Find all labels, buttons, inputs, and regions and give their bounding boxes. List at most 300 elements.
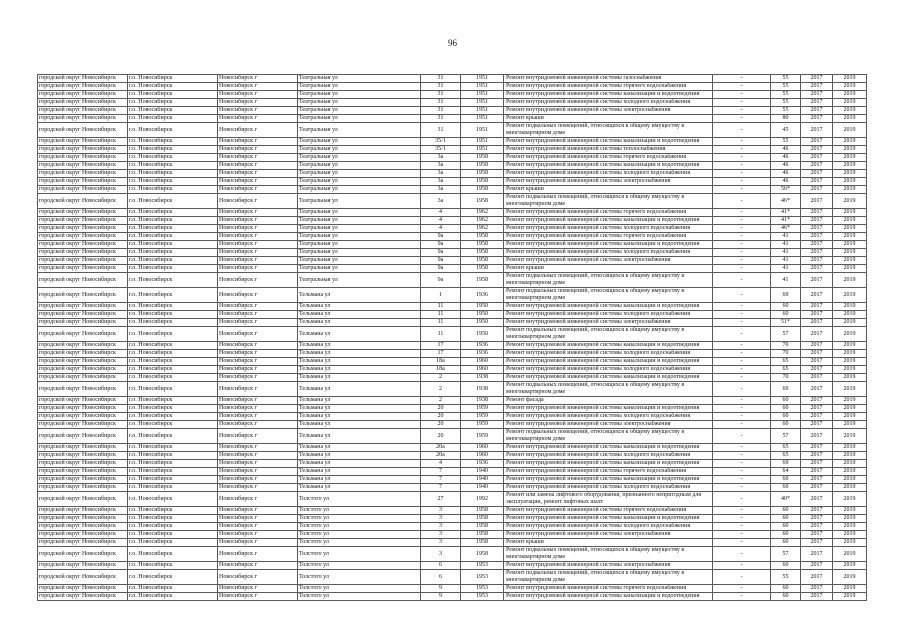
work-type-cell: Ремонт внутридомовой инженерной системы канализации и водоотведения	[504, 162, 713, 170]
street-cell: Толстого ул	[298, 570, 421, 585]
value-cell: 80	[771, 115, 801, 123]
locality-cell: Новосибирск г	[218, 492, 298, 507]
municipality-cell: г.о. Новосибирск	[128, 523, 218, 531]
end-year-cell: 2019	[833, 91, 867, 99]
street-cell: Театральная ул	[298, 249, 421, 257]
end-year-cell: 2019	[833, 374, 867, 382]
end-year-cell: 2019	[833, 397, 867, 405]
work-type-cell: Ремонт внутридомовой инженерной системы горячего водоснабжения	[504, 209, 713, 217]
build-year-cell: 1953	[461, 585, 504, 593]
street-cell: Тельмана ул	[298, 311, 421, 319]
table-row	[38, 358, 867, 366]
mark-cell: -	[713, 547, 771, 562]
municipality-cell: г.о. Новосибирск	[128, 539, 218, 547]
locality-cell: Новосибирск г	[218, 303, 298, 311]
locality-cell: Новосибирск г	[218, 484, 298, 492]
work-type-cell: Ремонт внутридомовой инженерной системы холодного водоснабжения	[504, 452, 713, 460]
municipality-cell: г.о. Новосибирск	[128, 162, 218, 170]
district-cell: городской округ Новосибирск	[38, 476, 128, 484]
build-year-cell: 1958	[461, 273, 504, 288]
table-row	[38, 374, 867, 382]
municipality-cell: г.о. Новосибирск	[128, 138, 218, 146]
value-cell: 69	[771, 382, 801, 397]
municipality-cell: г.о. Новосибирск	[128, 146, 218, 154]
street-cell: Толстого ул	[298, 531, 421, 539]
house-number-cell: 18а	[421, 366, 461, 374]
end-year-cell: 2019	[833, 288, 867, 303]
mark-cell: -	[713, 178, 771, 186]
street-cell: Театральная ул	[298, 75, 421, 83]
end-year-cell: 2019	[833, 249, 867, 257]
start-year-cell: 2017	[801, 107, 833, 115]
street-cell: Тельмана ул	[298, 444, 421, 452]
build-year-cell: 1958	[461, 515, 504, 523]
value-cell: 57	[771, 547, 801, 562]
district-cell: городской округ Новосибирск	[38, 146, 128, 154]
house-number-cell: 1	[421, 288, 461, 303]
work-type-cell: Ремонт внутридомовой инженерной системы канализации и водоотведения	[504, 405, 713, 413]
work-type-cell: Ремонт внутридомовой инженерной системы холодного водоснабжения	[504, 170, 713, 178]
table-row	[38, 138, 867, 146]
start-year-cell: 2017	[801, 366, 833, 374]
table-row	[38, 523, 867, 531]
district-cell: городской округ Новосибирск	[38, 257, 128, 265]
value-cell: 57	[771, 429, 801, 444]
table-row	[38, 146, 867, 154]
municipality-cell: г.о. Новосибирск	[128, 225, 218, 233]
locality-cell: Новосибирск г	[218, 186, 298, 194]
table-row	[38, 257, 867, 265]
end-year-cell: 2019	[833, 209, 867, 217]
district-cell: городской округ Новосибирск	[38, 138, 128, 146]
locality-cell: Новосибирск г	[218, 115, 298, 123]
work-type-cell: Ремонт подвальных помещений, относящихся к общему имуществу в многоквартирном доме	[504, 123, 713, 138]
table-row	[38, 570, 867, 585]
work-type-cell: Ремонт подвальных помещений, относящихся к общему имуществу в многоквартирном доме	[504, 288, 713, 303]
start-year-cell: 2017	[801, 476, 833, 484]
locality-cell: Новосибирск г	[218, 138, 298, 146]
street-cell: Тельмана ул	[298, 288, 421, 303]
municipality-cell: г.о. Новосибирск	[128, 265, 218, 273]
municipality-cell: г.о. Новосибирск	[128, 91, 218, 99]
work-type-cell: Ремонт внутридомовой инженерной системы газоснабжения	[504, 75, 713, 83]
street-cell: Театральная ул	[298, 99, 421, 107]
district-cell: городской округ Новосибирск	[38, 374, 128, 382]
mark-cell: -	[713, 241, 771, 249]
house-number-cell: 4	[421, 209, 461, 217]
municipality-cell: г.о. Новосибирск	[128, 115, 218, 123]
district-cell: городской округ Новосибирск	[38, 83, 128, 91]
house-number-cell: 9а	[421, 241, 461, 249]
end-year-cell: 2019	[833, 233, 867, 241]
locality-cell: Новосибирск г	[218, 241, 298, 249]
build-year-cell: 1992	[461, 492, 504, 507]
municipality-cell: г.о. Новосибирск	[128, 444, 218, 452]
mark-cell: -	[713, 99, 771, 107]
build-year-cell: 1950	[461, 319, 504, 327]
table-row	[38, 476, 867, 484]
table-row	[38, 531, 867, 539]
end-year-cell: 2019	[833, 311, 867, 319]
mark-cell: -	[713, 327, 771, 342]
table-row	[38, 585, 867, 593]
build-year-cell: 1962	[461, 225, 504, 233]
locality-cell: Новосибирск г	[218, 233, 298, 241]
mark-cell: -	[713, 460, 771, 468]
table-row	[38, 225, 867, 233]
build-year-cell: 1936	[461, 342, 504, 350]
value-cell: 60	[771, 476, 801, 484]
mark-cell: -	[713, 138, 771, 146]
start-year-cell: 2017	[801, 342, 833, 350]
end-year-cell: 2019	[833, 366, 867, 374]
build-year-cell: 1938	[461, 382, 504, 397]
start-year-cell: 2017	[801, 515, 833, 523]
table-row	[38, 178, 867, 186]
value-cell: 46*	[771, 194, 801, 209]
locality-cell: Новосибирск г	[218, 374, 298, 382]
locality-cell: Новосибирск г	[218, 413, 298, 421]
start-year-cell: 2017	[801, 257, 833, 265]
table-row	[38, 342, 867, 350]
value-cell: 70	[771, 342, 801, 350]
municipality-cell: г.о. Новосибирск	[128, 452, 218, 460]
table-row	[38, 162, 867, 170]
house-number-cell: 18а	[421, 358, 461, 366]
table-row	[38, 303, 867, 311]
table-row	[38, 468, 867, 476]
mark-cell: -	[713, 273, 771, 288]
value-cell: 41	[771, 273, 801, 288]
build-year-cell: 1951	[461, 99, 504, 107]
mark-cell: -	[713, 342, 771, 350]
value-cell: 57	[771, 327, 801, 342]
table-row	[38, 515, 867, 523]
value-cell: 65	[771, 452, 801, 460]
house-number-cell: 31	[421, 75, 461, 83]
mark-cell: -	[713, 476, 771, 484]
district-cell: городской округ Новосибирск	[38, 507, 128, 515]
mark-cell: -	[713, 507, 771, 515]
build-year-cell: 1951	[461, 91, 504, 99]
end-year-cell: 2019	[833, 531, 867, 539]
municipality-cell: г.о. Новосибирск	[128, 311, 218, 319]
mark-cell: -	[713, 413, 771, 421]
table-row	[38, 319, 867, 327]
end-year-cell: 2019	[833, 562, 867, 570]
start-year-cell: 2017	[801, 358, 833, 366]
build-year-cell: 1958	[461, 154, 504, 162]
district-cell: городской округ Новосибирск	[38, 413, 128, 421]
end-year-cell: 2019	[833, 83, 867, 91]
build-year-cell: 1958	[461, 531, 504, 539]
end-year-cell: 2019	[833, 342, 867, 350]
mark-cell: -	[713, 531, 771, 539]
start-year-cell: 2017	[801, 327, 833, 342]
district-cell: городской округ Новосибирск	[38, 562, 128, 570]
mark-cell: -	[713, 444, 771, 452]
house-number-cell: 35/1	[421, 146, 461, 154]
mark-cell: -	[713, 217, 771, 225]
work-type-cell: Ремонт крыши	[504, 115, 713, 123]
street-cell: Тельмана ул	[298, 484, 421, 492]
work-type-cell: Ремонт внутридомовой инженерной системы горячего водоснабжения	[504, 154, 713, 162]
municipality-cell: г.о. Новосибирск	[128, 531, 218, 539]
value-cell: 69	[771, 460, 801, 468]
mark-cell: -	[713, 405, 771, 413]
table-row	[38, 265, 867, 273]
district-cell: городской округ Новосибирск	[38, 249, 128, 257]
locality-cell: Новосибирск г	[218, 429, 298, 444]
end-year-cell: 2019	[833, 327, 867, 342]
table-row	[38, 107, 867, 115]
municipality-cell: г.о. Новосибирск	[128, 515, 218, 523]
build-year-cell: 1938	[461, 397, 504, 405]
start-year-cell: 2017	[801, 468, 833, 476]
locality-cell: Новосибирск г	[218, 249, 298, 257]
street-cell: Толстого ул	[298, 593, 421, 601]
mark-cell: -	[713, 593, 771, 601]
work-type-cell: Ремонт внутридомовой инженерной системы электроснабжения	[504, 562, 713, 570]
start-year-cell: 2017	[801, 209, 833, 217]
work-type-cell: Ремонт подвальных помещений, относящихся к общему имуществу в многоквартирном доме	[504, 570, 713, 585]
house-number-cell: 20	[421, 405, 461, 413]
value-cell: 41	[771, 257, 801, 265]
district-cell: городской округ Новосибирск	[38, 444, 128, 452]
end-year-cell: 2019	[833, 492, 867, 507]
mark-cell: -	[713, 91, 771, 99]
district-cell: городской округ Новосибирск	[38, 342, 128, 350]
district-cell: городской округ Новосибирск	[38, 186, 128, 194]
value-cell: 69	[771, 288, 801, 303]
house-number-cell: 11	[421, 319, 461, 327]
value-cell: 41	[771, 265, 801, 273]
mark-cell: -	[713, 194, 771, 209]
table-row	[38, 413, 867, 421]
start-year-cell: 2017	[801, 374, 833, 382]
street-cell: Театральная ул	[298, 186, 421, 194]
work-type-cell: Ремонт внутридомовой инженерной системы канализации и водоотведения	[504, 460, 713, 468]
build-year-cell: 1950	[461, 303, 504, 311]
work-type-cell: Ремонт крыши	[504, 539, 713, 547]
value-cell: 60	[771, 531, 801, 539]
value-cell: 70	[771, 374, 801, 382]
start-year-cell: 2017	[801, 217, 833, 225]
table-row	[38, 421, 867, 429]
mark-cell: -	[713, 209, 771, 217]
mark-cell: -	[713, 303, 771, 311]
work-type-cell: Ремонт внутридомовой инженерной системы канализации и водоотведения	[504, 91, 713, 99]
mark-cell: -	[713, 146, 771, 154]
locality-cell: Новосибирск г	[218, 257, 298, 265]
value-cell: 45	[771, 123, 801, 138]
house-number-cell: 7	[421, 484, 461, 492]
district-cell: городской округ Новосибирск	[38, 547, 128, 562]
municipality-cell: г.о. Новосибирск	[128, 99, 218, 107]
locality-cell: Новосибирск г	[218, 273, 298, 288]
work-type-cell: Ремонт внутридомовой инженерной системы холодного водоснабжения	[504, 413, 713, 421]
build-year-cell: 1959	[461, 405, 504, 413]
work-type-cell: Ремонт внутридомовой инженерной системы канализации и водоотведения	[504, 241, 713, 249]
municipality-cell: г.о. Новосибирск	[128, 123, 218, 138]
end-year-cell: 2019	[833, 570, 867, 585]
value-cell: 41	[771, 233, 801, 241]
mark-cell: -	[713, 382, 771, 397]
municipality-cell: г.о. Новосибирск	[128, 350, 218, 358]
start-year-cell: 2017	[801, 123, 833, 138]
district-cell: городской округ Новосибирск	[38, 452, 128, 460]
build-year-cell: 1950	[461, 327, 504, 342]
value-cell: 60	[771, 562, 801, 570]
build-year-cell: 1958	[461, 547, 504, 562]
work-type-cell: Ремонт внутридомовой инженерной системы электроснабжения	[504, 257, 713, 265]
district-cell: городской округ Новосибирск	[38, 319, 128, 327]
district-cell: городской округ Новосибирск	[38, 327, 128, 342]
municipality-cell: г.о. Новосибирск	[128, 342, 218, 350]
house-number-cell: 2	[421, 374, 461, 382]
build-year-cell: 1951	[461, 75, 504, 83]
municipality-cell: г.о. Новосибирск	[128, 154, 218, 162]
district-cell: городской округ Новосибирск	[38, 303, 128, 311]
build-year-cell: 1960	[461, 452, 504, 460]
municipality-cell: г.о. Новосибирск	[128, 429, 218, 444]
district-cell: городской округ Новосибирск	[38, 75, 128, 83]
municipality-cell: г.о. Новосибирск	[128, 178, 218, 186]
street-cell: Тельмана ул	[298, 421, 421, 429]
table-row	[38, 273, 867, 288]
district-cell: городской округ Новосибирск	[38, 91, 128, 99]
start-year-cell: 2017	[801, 186, 833, 194]
house-number-cell: 3	[421, 507, 461, 515]
start-year-cell: 2017	[801, 99, 833, 107]
house-number-cell: 11	[421, 303, 461, 311]
locality-cell: Новосибирск г	[218, 327, 298, 342]
municipality-cell: г.о. Новосибирск	[128, 405, 218, 413]
value-cell: 60	[771, 539, 801, 547]
street-cell: Толстого ул	[298, 585, 421, 593]
end-year-cell: 2019	[833, 523, 867, 531]
mark-cell: -	[713, 75, 771, 83]
district-cell: городской округ Новосибирск	[38, 358, 128, 366]
municipality-cell: г.о. Новосибирск	[128, 273, 218, 288]
build-year-cell: 1958	[461, 523, 504, 531]
municipality-cell: г.о. Новосибирск	[128, 547, 218, 562]
value-cell: 51*	[771, 319, 801, 327]
table-row	[38, 75, 867, 83]
locality-cell: Новосибирск г	[218, 107, 298, 115]
build-year-cell: 1958	[461, 162, 504, 170]
street-cell: Толстого ул	[298, 539, 421, 547]
work-type-cell: Ремонт внутридомовой инженерной системы канализации и водоотведения	[504, 138, 713, 146]
locality-cell: Новосибирск г	[218, 170, 298, 178]
mark-cell: -	[713, 523, 771, 531]
table-row	[38, 429, 867, 444]
street-cell: Тельмана ул	[298, 319, 421, 327]
start-year-cell: 2017	[801, 460, 833, 468]
build-year-cell: 1958	[461, 241, 504, 249]
table-row	[38, 460, 867, 468]
start-year-cell: 2017	[801, 241, 833, 249]
end-year-cell: 2019	[833, 319, 867, 327]
build-year-cell: 1936	[461, 460, 504, 468]
work-type-cell: Ремонт внутридомовой инженерной системы горячего водоснабжения	[504, 468, 713, 476]
municipality-cell: г.о. Новосибирск	[128, 257, 218, 265]
municipality-cell: г.о. Новосибирск	[128, 507, 218, 515]
house-number-cell: 20а	[421, 444, 461, 452]
start-year-cell: 2017	[801, 233, 833, 241]
house-number-cell: 20	[421, 429, 461, 444]
build-year-cell: 1958	[461, 507, 504, 515]
street-cell: Толстого ул	[298, 523, 421, 531]
locality-cell: Новосибирск г	[218, 570, 298, 585]
work-type-cell: Ремонт внутридомовой инженерной системы электроснабжения	[504, 531, 713, 539]
work-type-cell: Ремонт внутридомовой инженерной системы электроснабжения	[504, 421, 713, 429]
municipality-cell: г.о. Новосибирск	[128, 186, 218, 194]
district-cell: городской округ Новосибирск	[38, 209, 128, 217]
locality-cell: Новосибирск г	[218, 91, 298, 99]
build-year-cell: 1938	[461, 374, 504, 382]
street-cell: Тельмана ул	[298, 327, 421, 342]
start-year-cell: 2017	[801, 562, 833, 570]
work-type-cell: Ремонт внутридомовой инженерной системы горячего водоснабжения	[504, 83, 713, 91]
locality-cell: Новосибирск г	[218, 194, 298, 209]
house-number-cell: 3	[421, 515, 461, 523]
street-cell: Тельмана ул	[298, 429, 421, 444]
street-cell: Театральная ул	[298, 154, 421, 162]
house-number-cell: 31	[421, 99, 461, 107]
district-cell: городской округ Новосибирск	[38, 273, 128, 288]
start-year-cell: 2017	[801, 350, 833, 358]
value-cell: 40*	[771, 492, 801, 507]
house-number-cell: 11	[421, 327, 461, 342]
end-year-cell: 2019	[833, 123, 867, 138]
value-cell: 64	[771, 468, 801, 476]
end-year-cell: 2019	[833, 382, 867, 397]
value-cell: 60	[771, 421, 801, 429]
start-year-cell: 2017	[801, 570, 833, 585]
district-cell: городской округ Новосибирск	[38, 194, 128, 209]
build-year-cell: 1940	[461, 484, 504, 492]
district-cell: городской округ Новосибирск	[38, 217, 128, 225]
table-body	[38, 75, 867, 601]
end-year-cell: 2019	[833, 265, 867, 273]
end-year-cell: 2019	[833, 452, 867, 460]
house-number-cell: 20а	[421, 452, 461, 460]
start-year-cell: 2017	[801, 146, 833, 154]
house-number-cell: 9	[421, 585, 461, 593]
house-number-cell: 7	[421, 468, 461, 476]
house-number-cell: 11	[421, 311, 461, 319]
start-year-cell: 2017	[801, 397, 833, 405]
house-number-cell: 3	[421, 531, 461, 539]
house-number-cell: 17	[421, 342, 461, 350]
house-number-cell: 9а	[421, 233, 461, 241]
street-cell: Театральная ул	[298, 138, 421, 146]
municipality-cell: г.о. Новосибирск	[128, 209, 218, 217]
work-type-cell: Ремонт подвальных помещений, относящихся к общему имуществу в многоквартирном доме	[504, 327, 713, 342]
end-year-cell: 2019	[833, 421, 867, 429]
district-cell: городской округ Новосибирск	[38, 405, 128, 413]
build-year-cell: 1951	[461, 146, 504, 154]
work-type-cell: Ремонт крыши	[504, 265, 713, 273]
district-cell: городской округ Новосибирск	[38, 162, 128, 170]
value-cell: 65	[771, 366, 801, 374]
street-cell: Театральная ул	[298, 123, 421, 138]
district-cell: городской округ Новосибирск	[38, 241, 128, 249]
table-row	[38, 209, 867, 217]
table-row	[38, 507, 867, 515]
start-year-cell: 2017	[801, 225, 833, 233]
